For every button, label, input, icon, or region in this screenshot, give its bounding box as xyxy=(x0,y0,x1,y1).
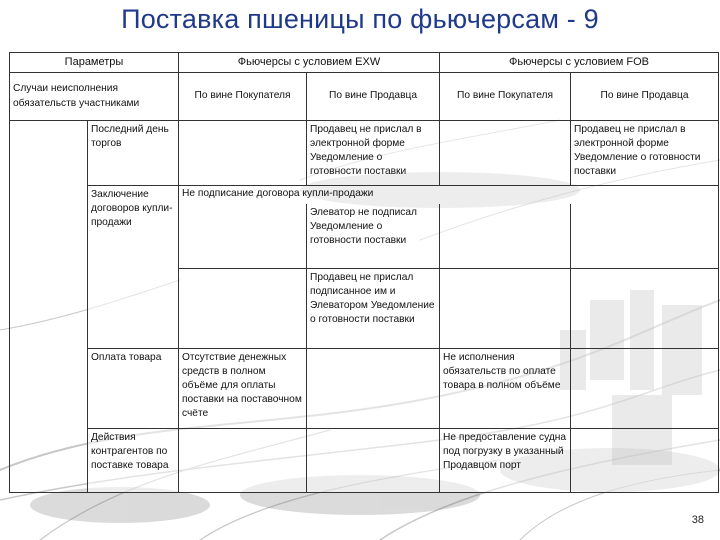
page-number: 38 xyxy=(691,514,704,526)
subheader-fob-seller: По вине Продавца xyxy=(571,73,719,121)
contracts-exw-buyer xyxy=(179,204,307,269)
contracts-fob-buyer xyxy=(440,204,571,269)
last-day-fob-seller: Продавец не прислал в электронной форме Уведомление о готовности поставки xyxy=(571,121,719,186)
header-exw: Фьючерсы с условием EXW xyxy=(179,53,440,73)
actions-fob-seller xyxy=(571,429,719,493)
contracts-exw-buyer-2 xyxy=(179,269,307,349)
last-day-exw-buyer xyxy=(179,121,307,186)
subheader-exw-buyer: По вине Покупателя xyxy=(179,73,307,121)
row-label-actions: Действия контрагентов по поставке товара xyxy=(88,429,179,493)
actions-exw-buyer xyxy=(179,429,307,493)
header-params: Параметры xyxy=(10,53,179,73)
header-fob: Фьючерсы с условием FOB xyxy=(440,53,719,73)
slide-title: Поставка пшеницы по фьючерсам - 9 xyxy=(121,4,599,34)
payment-fob-seller xyxy=(571,349,719,429)
last-day-exw-seller: Продавец не прислал в электронной форме Уведомление о готовности поставки xyxy=(307,121,440,186)
row-label-last-day: Последний день торгов xyxy=(88,121,179,186)
payment-exw-seller xyxy=(307,349,440,429)
subheader-exw-seller: По вине Продавца xyxy=(307,73,440,121)
subheader-params: Случаи неисполнения обязательств участниками xyxy=(10,73,179,121)
payment-fob-buyer: Не исполнения обязательств по оплате товара в полном объёме xyxy=(440,349,571,429)
contracts-merged: Не подписание договора купли-продажи xyxy=(179,186,719,204)
params-side-cell xyxy=(10,121,88,429)
actions-fob-buyer: Не предоставление судна под погрузку в указанный Продавцом порт xyxy=(440,429,571,493)
payment-exw-buyer: Отсутствие денежных средств в полном объёме для оплаты поставки на поставочном счёте xyxy=(179,349,307,429)
last-day-fob-buyer xyxy=(440,121,571,186)
row-label-payment: Оплата товара xyxy=(88,349,179,429)
actions-exw-seller xyxy=(307,429,440,493)
delivery-table xyxy=(9,52,719,493)
contracts-exw-seller-a: Элеватор не подписал Уведомление о готовности поставки xyxy=(307,204,440,269)
contracts-fob-seller xyxy=(571,204,719,269)
contracts-fob-seller-2 xyxy=(571,269,719,349)
contracts-exw-seller-b: Продавец не прислал подписанное им и Элеватором Уведомление о готовности поставки xyxy=(307,269,440,349)
row-label-contracts: Заключение договоров купли-продажи xyxy=(88,186,179,349)
contracts-fob-buyer-2 xyxy=(440,269,571,349)
subheader-fob-buyer: По вине Покупателя xyxy=(440,73,571,121)
params-side-cell-2 xyxy=(10,429,88,493)
